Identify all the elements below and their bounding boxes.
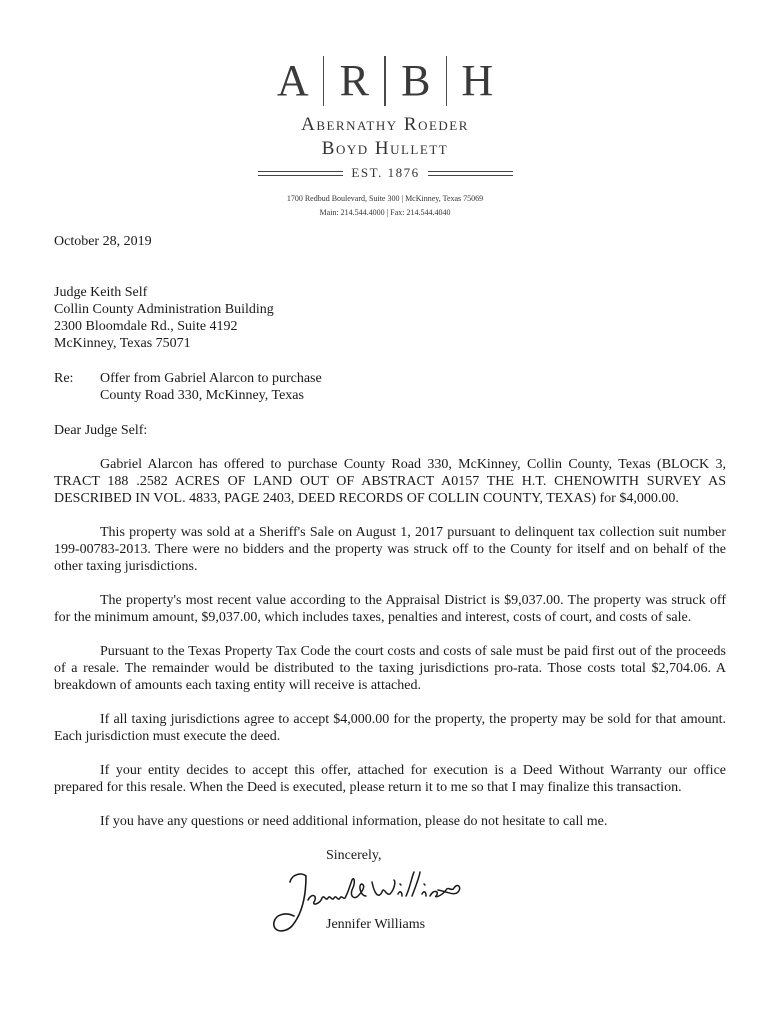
paragraph-sheriff-sale: This property was sold at a Sheriff's Sale on August 1, 2017 pursuant to delinquent tax collection suit number 199-00783-2013. There were no bidders and the property was struck off to the County for itself and on behalf of the other taxing jurisdictions. xyxy=(54,525,726,574)
recipient-building: Collin County Administration Building xyxy=(54,302,274,317)
monogram-letter-r: R xyxy=(339,56,369,105)
monogram-divider xyxy=(446,56,448,106)
monogram-divider xyxy=(323,56,325,106)
paragraph-offer: Gabriel Alarcon has offered to purchase County Road 330, McKinney, Collin County, Texas (BLOCK 3, TRACT 188 .2582 ACRES OF LAND OUT OF ABSTRACT A0157 THE H.T. CHENOWITH SURVEY AS DESCRIBED IN VOL. 4833, PAGE 2403, DEED RECORDS OF COLLIN COUNTY, TEXAS) for $4,000.00. xyxy=(54,457,726,506)
paragraph-tax-code: Pursuant to the Texas Property Tax Code the court costs and costs of sale must be paid first out of the proceeds of a resale. The remainder would be distributed to the taxing jurisdictions pro-rata. Those costs total $2,704.06. A breakdown of amounts each taxing entity will receive is attached. xyxy=(54,644,726,693)
salutation: Dear Judge Self: xyxy=(54,423,148,438)
est-rule-left xyxy=(258,171,343,176)
monogram-letter-h: H xyxy=(461,56,494,105)
paragraph-deed: If your entity decides to accept this offer, attached for execution is a Deed Without Warranty our office prepared for this resale. When the Deed is executed, please return it to me so that I may finalize this transaction. xyxy=(54,763,726,795)
firm-name-line-1: Abernathy Roeder xyxy=(301,114,469,135)
recipient-name: Judge Keith Self xyxy=(54,285,148,300)
recipient-address-block xyxy=(54,284,726,352)
monogram-letter-a: A xyxy=(276,56,309,105)
firm-phone-fax: Main: 214.544.4000 | Fax: 214.544.4040 xyxy=(319,208,451,217)
paragraph-acceptance: If all taxing jurisdictions agree to accept $4,000.00 for the property, the property may be sold for that amount. Each jurisdiction must execute the deed. xyxy=(54,712,726,744)
re-label: Re: xyxy=(54,371,74,386)
firm-address: 1700 Redbud Boulevard, Suite 300 | McKinney, Texas 75069 xyxy=(286,194,484,203)
recipient-street: 2300 Bloomdale Rd., Suite 4192 xyxy=(54,319,238,334)
re-subject xyxy=(100,370,322,404)
monogram-divider xyxy=(384,56,386,106)
recipient-city: McKinney, Texas 75071 xyxy=(54,336,191,351)
re-line-1: Offer from Gabriel Alarcon to purchase xyxy=(100,371,322,386)
closing: Sincerely, xyxy=(326,848,382,863)
signer-name: Jennifer Williams xyxy=(326,917,426,932)
firm-monogram-logo xyxy=(230,56,540,106)
letter-date: October 28, 2019 xyxy=(54,234,152,249)
established-row xyxy=(258,163,513,183)
re-line-2: County Road 330, McKinney, Texas xyxy=(100,388,304,403)
paragraph-questions: If you have any questions or need additional information, please do not hesitate to call me. xyxy=(100,814,608,829)
established-year: EST. 1876 xyxy=(351,165,420,180)
monogram-letter-b: B xyxy=(401,56,431,105)
est-rule-right xyxy=(428,171,513,176)
firm-name-line-2: Boyd Hullett xyxy=(321,138,449,159)
paragraph-appraisal: The property's most recent value according to the Appraisal District is $9,037.00. The property was struck off for the minimum amount, $9,037.00, which includes taxes, penalties and interest, costs of court, and costs of sale. xyxy=(54,593,726,625)
